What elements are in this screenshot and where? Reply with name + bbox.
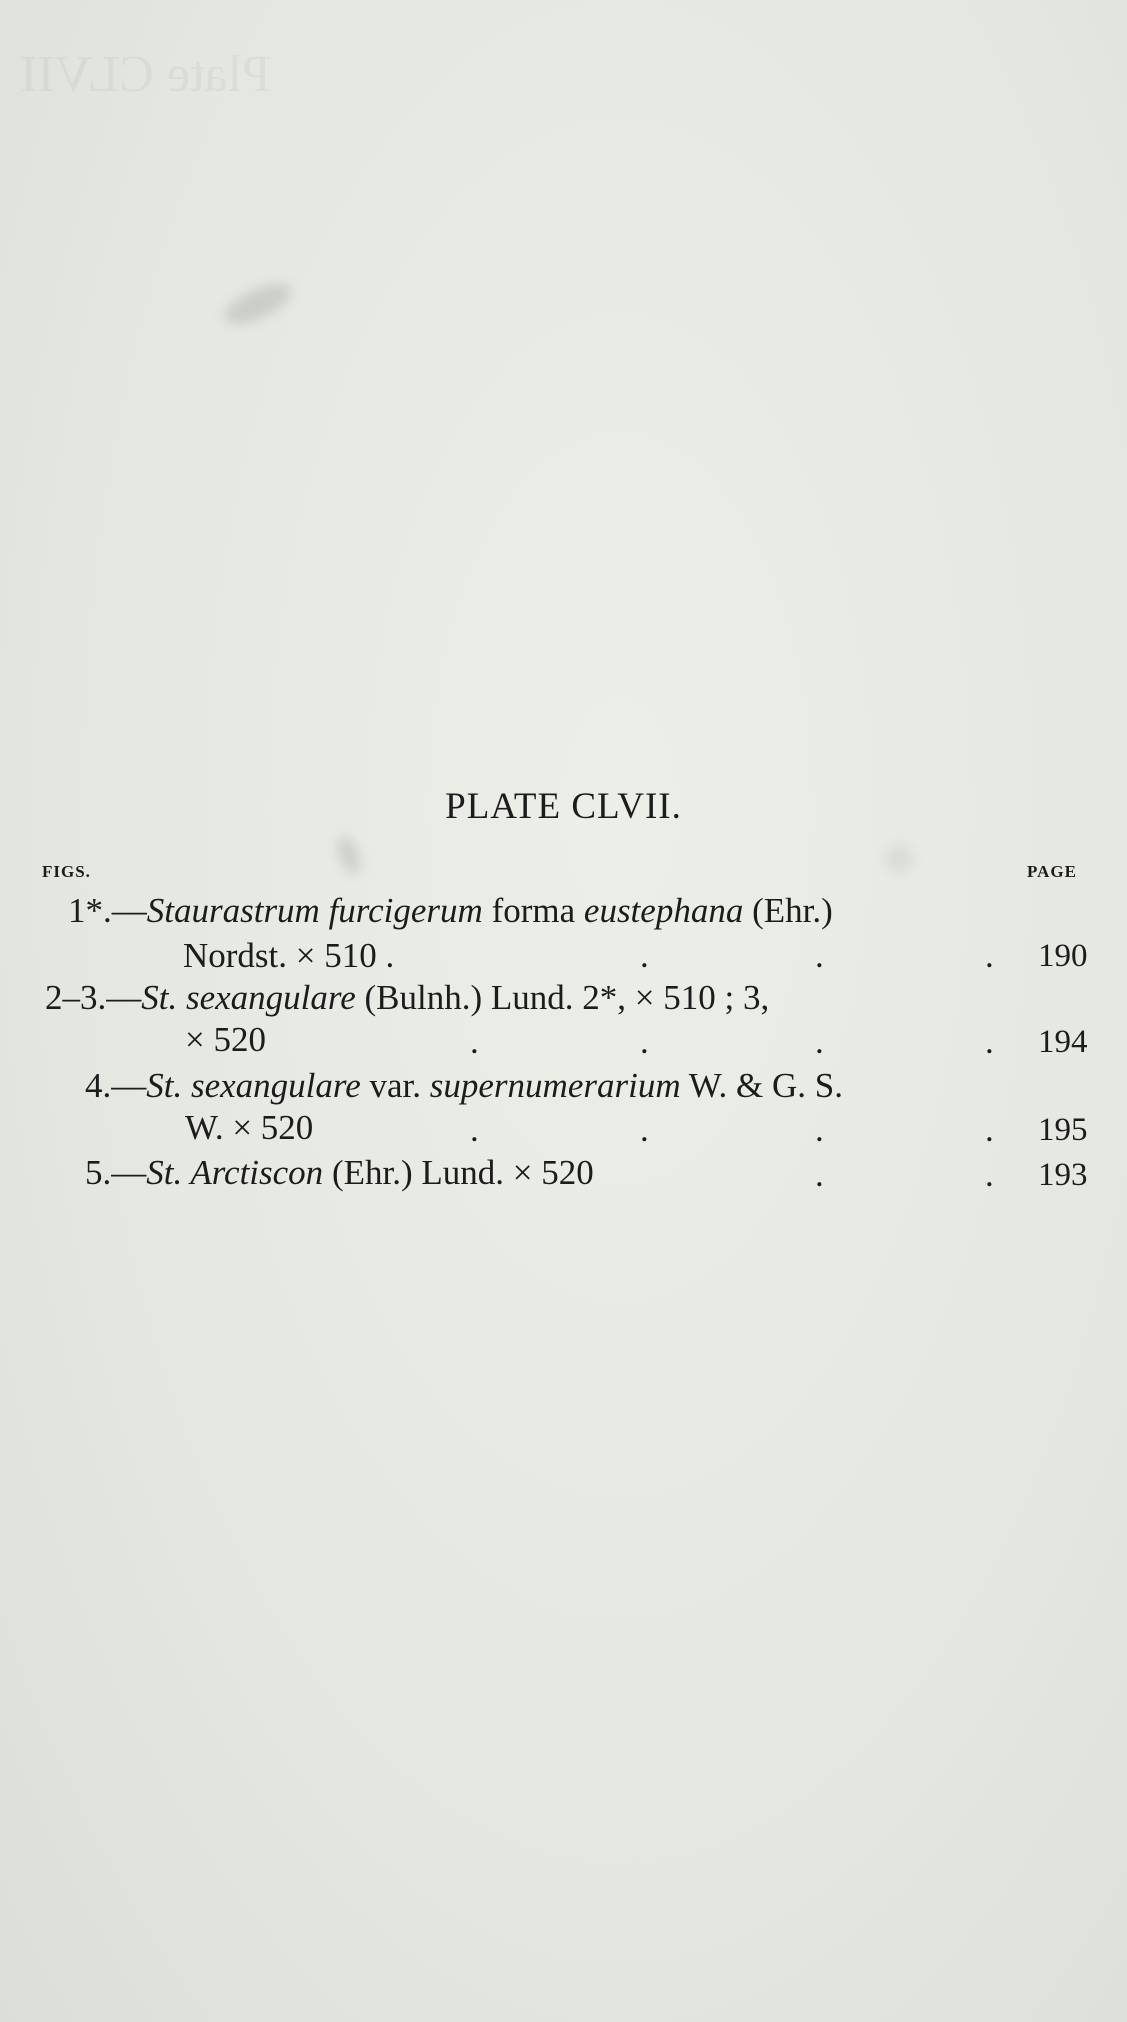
species-name: St. sexangulare <box>146 1066 361 1105</box>
leader-dot: . <box>985 1155 994 1194</box>
entry-2-line-2: × 520 <box>185 1020 266 1059</box>
leader-dot: . <box>815 1022 824 1061</box>
species-name: Staurastrum furcigerum <box>146 891 483 930</box>
entry-text: var. <box>360 1066 430 1105</box>
entry-text: (Bulnh.) Lund. 2*, × 510 ; 3, <box>355 978 770 1017</box>
entry-text: (Ehr.) Lund. × 520 <box>323 1153 594 1192</box>
leader-dot: . <box>470 1022 479 1061</box>
page-number: 193 <box>1038 1157 1088 1193</box>
dash: — <box>106 978 142 1017</box>
dash: — <box>111 1066 147 1105</box>
leader-dot: . <box>470 1110 479 1149</box>
form-name: eustephana <box>583 891 744 930</box>
leader-dot: . <box>815 936 824 975</box>
page-number: 194 <box>1038 1024 1088 1060</box>
variety-name: supernumerarium <box>429 1066 681 1105</box>
species-name: St. sexangulare <box>141 978 356 1017</box>
entry-text: (Ehr.) <box>743 891 833 930</box>
page-number: 195 <box>1038 1112 1088 1148</box>
entry-number: 1*. <box>68 891 112 930</box>
page-number: 190 <box>1038 938 1088 974</box>
leader-dot: . <box>985 1110 994 1149</box>
entry-text: W. & G. S. <box>680 1066 843 1105</box>
entry-4-line-1 <box>85 1155 594 1190</box>
smudge-mark <box>219 276 296 332</box>
leader-dot: . <box>815 1155 824 1194</box>
entry-1-line-2: Nordst. × 510 . <box>183 936 395 975</box>
leader-dot: . <box>985 936 994 975</box>
figs-column-header: FIGS. <box>42 862 91 881</box>
entry-number: 2–3. <box>45 978 107 1017</box>
entry-3-line-2: W. × 520 <box>185 1108 314 1147</box>
leader-dot: . <box>640 936 649 975</box>
dash: — <box>111 891 147 930</box>
smudge-mark <box>885 845 913 873</box>
plate-title: PLATE CLVII. <box>445 786 682 827</box>
leader-dot: . <box>640 1110 649 1149</box>
entry-number: 5. <box>85 1153 112 1192</box>
entry-number: 4. <box>85 1066 112 1105</box>
entry-3-line-1 <box>85 1068 843 1103</box>
leader-dot: . <box>815 1110 824 1149</box>
entry-text: forma <box>482 891 584 930</box>
leader-dot: . <box>985 1022 994 1061</box>
entry-1-line-1 <box>68 893 833 928</box>
page-column-header: PAGE <box>1027 862 1077 881</box>
species-name: St. Arctiscon <box>146 1153 324 1192</box>
smudge-mark <box>334 833 365 877</box>
leader-dot: . <box>640 1022 649 1061</box>
show-through-text: Plate CLVII <box>20 46 271 103</box>
dash: — <box>111 1153 147 1192</box>
entry-2-line-1 <box>45 980 769 1015</box>
